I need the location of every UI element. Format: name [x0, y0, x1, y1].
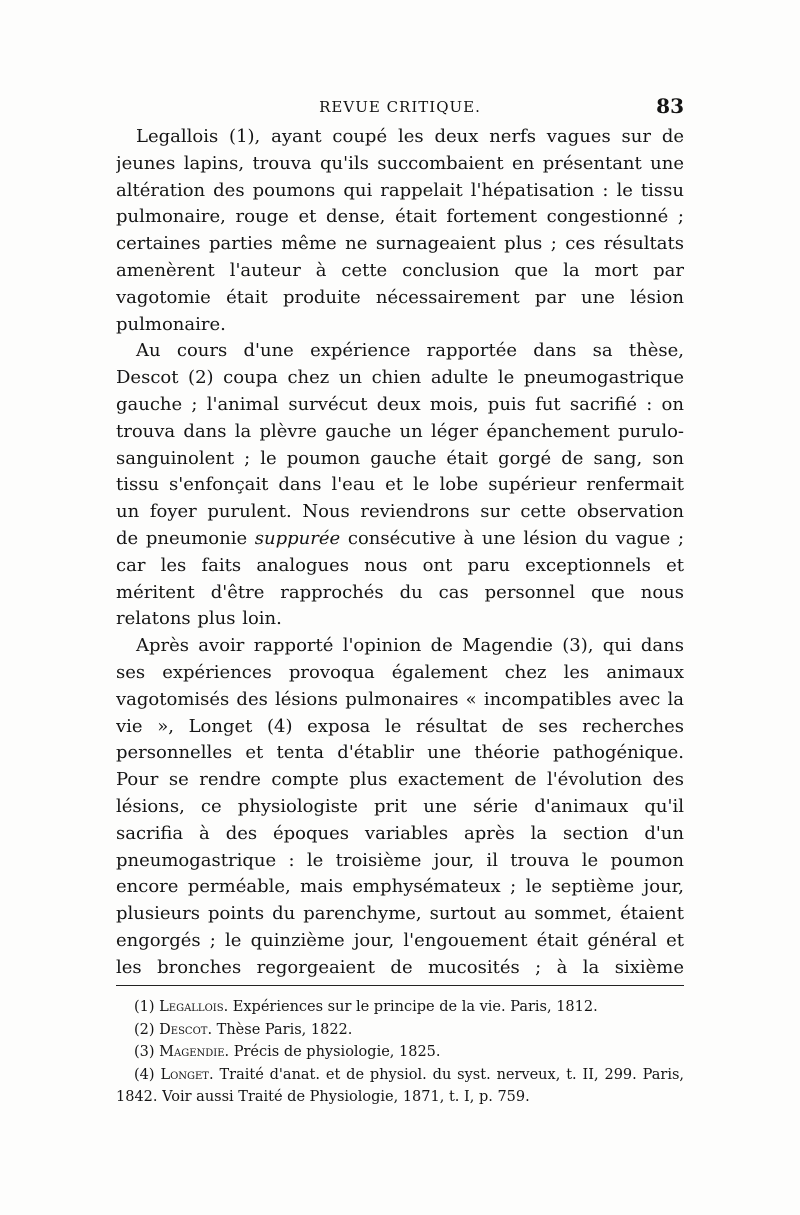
italic-term-suppuree: suppurée	[254, 527, 341, 549]
footnote-2-text: . Thèse Paris, 1822.	[207, 1021, 353, 1038]
running-title: REVUE CRITIQUE.	[319, 98, 481, 116]
footnote-rule	[116, 985, 684, 986]
footnote-3	[116, 1041, 684, 1064]
body-text	[116, 124, 684, 982]
footnote-4	[116, 1064, 684, 1109]
footnote-2-number: (2)	[134, 1021, 155, 1038]
footnotes	[116, 996, 684, 1126]
paragraph-longet: Après avoir rapporté l'opinion de Magendie (3), qui dans ses expériences provoqua également chez les animaux vagotomisés des lésions pulmonaires « incompatibles avec la vie », Longet (4) exposa le résultat de ses recherches personnelles et tenta d'établir une théorie pathogénique. Pour se rendre compte plus exactement de l'évolution des lésions, ce physiologiste prit une série d'animaux qu'il sacrifia à des époques variables après la section d'un pneumogastrique : le troisième jour, il trouva le poumon encore perméable, mais emphysémateux ; le septième jour, plusieurs points du parenchyme, surtout au sommet, étaient engorgés ; le quinzième jour, l'engouement était général et les bronches regorgeaient de mucosités ; à la sixième	[116, 635, 684, 978]
footnote-2	[116, 1019, 684, 1042]
footnote-4-author: Longet	[160, 1066, 209, 1083]
footnote-1-number: (1)	[134, 999, 155, 1015]
paragraph-legallois: Legallois (1), ayant coupé les deux nerfs vagues sur de jeunes lapins, trouva qu'ils succombaient en présentant une altération des poumons qui rappelait l'hépatisation : le tissu pulmonaire, rouge et dense, était fortement congestionné ; certaines parties même ne surnageaient plus ; ces résultats amenèrent l'auteur à cette conclusion que la mort par vagotomie était produite nécessairement par une lésion pulmonaire.	[116, 126, 684, 335]
footnote-1-author: Legallois	[159, 999, 224, 1015]
footnote-3-text: . Précis de physiologie, 1825.	[224, 1044, 441, 1060]
page-number: 83	[656, 94, 684, 118]
paragraph-descot-end: consécutive à une lésion du vague ; car les faits analogues nous ont paru exceptionnels et méritent d'être rapprochés du cas personnel que nous relatons plus loin.	[116, 527, 684, 630]
footnote-4-number: (4)	[134, 1066, 155, 1083]
paragraph-descot	[116, 338, 684, 633]
footnote-3-number: (3)	[134, 1044, 155, 1060]
footnote-2-author: Descot	[159, 1021, 208, 1038]
running-head	[116, 94, 684, 126]
footnote-3-author: Magendie	[159, 1044, 225, 1060]
paragraph-descot-start: Au cours d'une expérience rapportée dans sa thèse, Descot (2) coupa chez un chien adulte le pneumogastrique gauche ; l'animal survécut deux mois, puis fut sacrifié : on trouva dans la plèvre gauche un léger épanchement purulo-sanguinolent ; le poumon gauche était gorgé de sang, son tissu s'enfonçait dans l'eau et le lobe supérieur renfermait un foyer purulent. Nous reviendrons sur cette observation de pneumonie	[116, 340, 684, 549]
footnote-4-text: . Traité d'anat. et de physiol. du syst. nerveux, t. II, 299. Paris, 1842. Voir aussi Traité de Physiologie, 1871, t. I, p. 759.	[116, 1066, 684, 1105]
footnote-1	[116, 996, 684, 1019]
footnote-1-text: . Expériences sur le principe de la vie. Paris, 1812.	[223, 999, 598, 1015]
